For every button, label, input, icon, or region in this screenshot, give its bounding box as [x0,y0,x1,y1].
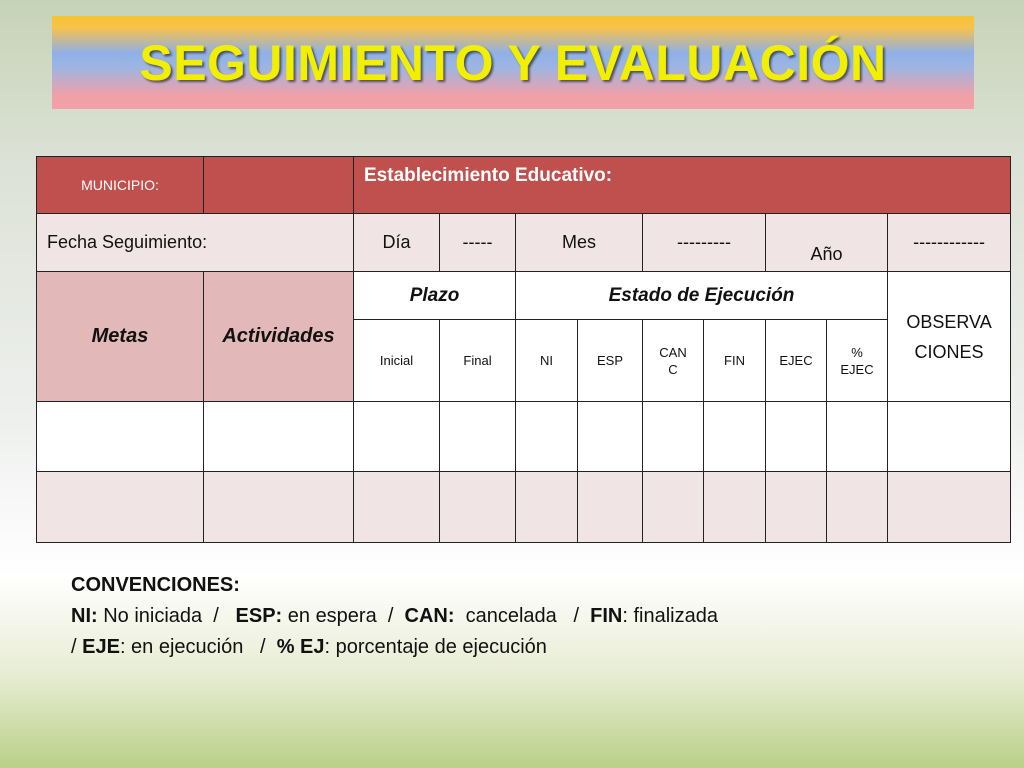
conv-eje-key: EJE [82,636,120,658]
title-banner [52,16,974,109]
table-cell[interactable] [578,402,643,472]
col-observaciones: OBSERVA CIONES [888,272,1011,402]
col-canc: CAN C [643,320,704,402]
col-ni: NI [516,320,578,402]
table-cell[interactable] [827,402,888,472]
conv-ej-key: % EJ [276,636,325,658]
table-cell[interactable] [704,402,766,472]
table-cell[interactable] [354,402,440,472]
conv-fin-key: FIN [590,605,623,627]
table-cell[interactable] [440,472,516,543]
dia-value[interactable]: ----- [440,214,516,272]
dia-label: Día [354,214,440,272]
table-cell[interactable] [516,402,578,472]
conv-can-text: cancelada / [454,605,591,627]
table-cell[interactable] [578,472,643,543]
table-cell[interactable] [516,472,578,543]
table-cell[interactable] [440,402,516,472]
col-esp: ESP [578,320,643,402]
table-cell[interactable] [704,472,766,543]
convenciones [71,570,831,663]
anio-value[interactable]: ------------ [888,214,1011,272]
anio-label: Año [766,214,888,272]
table-cell[interactable] [643,472,704,543]
col-ejec: EJEC [766,320,827,402]
col-pct-ejec: % EJEC [827,320,888,402]
conv-eje-text: : en ejecución / [119,636,277,658]
table-cell[interactable] [827,472,888,543]
municipio-value[interactable] [204,157,354,214]
fecha-seguimiento-label: Fecha Seguimiento: [37,214,354,272]
table-cell[interactable] [37,402,204,472]
municipio-label: MUNICIPIO: [37,157,204,214]
table-cell[interactable] [766,402,827,472]
col-fin: FIN [704,320,766,402]
table-cell[interactable] [766,472,827,543]
table-cell[interactable] [643,402,704,472]
table-cell[interactable] [888,472,1011,543]
conv-can-key: CAN: [404,605,455,627]
convenciones-heading: CONVENCIONES: [71,574,240,596]
col-plazo: Plazo [354,272,516,320]
conv-esp-key: ESP: [235,605,283,627]
establecimiento-label[interactable]: Establecimiento Educativo: [354,157,1011,214]
col-final: Final [440,320,516,402]
col-metas: Metas [37,272,204,402]
conv-ni-text: No iniciada / [97,605,236,627]
col-estado-ejecucion: Estado de Ejecución [516,272,888,320]
table-cell[interactable] [204,472,354,543]
conv-ni-key: NI: [71,605,98,627]
tracking-table [36,156,1011,543]
page-title: SEGUIMIENTO Y EVALUACIÓN [139,34,887,91]
table-cell[interactable] [888,402,1011,472]
mes-label: Mes [516,214,643,272]
conv-esp-text: en espera / [282,605,405,627]
table-cell[interactable] [37,472,204,543]
mes-value[interactable]: --------- [643,214,766,272]
table-cell[interactable] [204,402,354,472]
col-actividades: Actividades [204,272,354,402]
conv-eje-pre: / [71,636,83,658]
conv-fin-text: : finalizada [622,605,718,627]
col-inicial: Inicial [354,320,440,402]
table-cell[interactable] [354,472,440,543]
conv-ej-text: : porcentaje de ejecución [324,636,547,658]
